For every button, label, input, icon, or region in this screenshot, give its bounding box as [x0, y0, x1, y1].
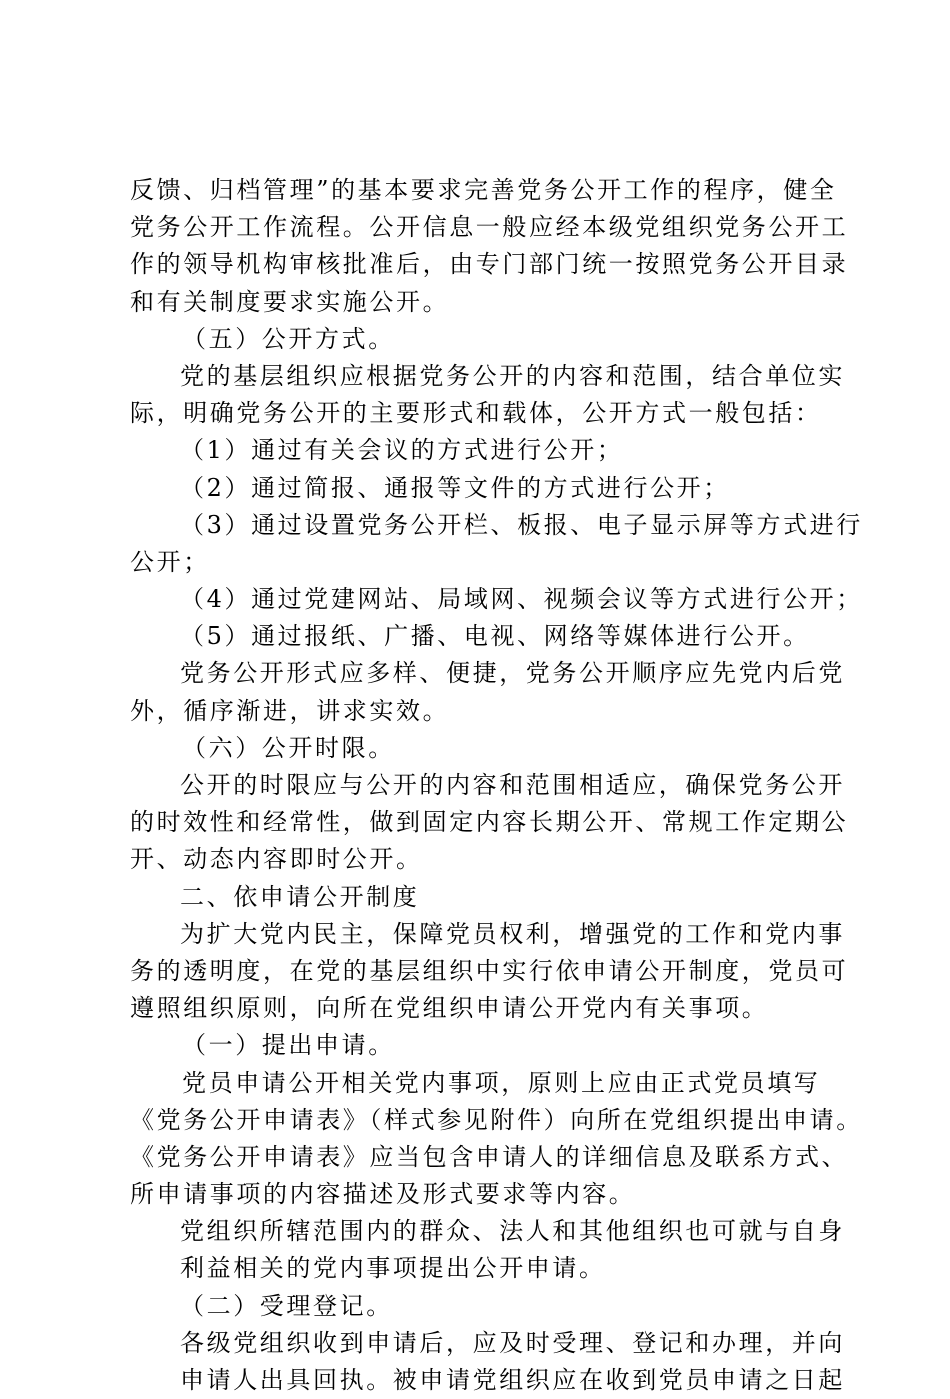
- text-line: 务的透明度，在党的基层组织中实行依申请公开制度，党员可: [130, 956, 849, 985]
- section-heading: （一）提出申请。: [182, 1031, 395, 1060]
- text-line: 党组织所辖范围内的群众、法人和其他组织也可就与自身: [180, 1217, 845, 1246]
- list-item: （1）通过有关会议的方式进行公开；: [180, 436, 624, 465]
- text-line: 申请人出具回执。被申请党组织应在收到党员申请之日起: [180, 1366, 845, 1394]
- document-body: [130, 172, 863, 1399]
- text-line: 开、动态内容即时公开。: [130, 845, 423, 874]
- text-line: 公开的时限应与公开的内容和范围相适应，确保党务公开: [180, 771, 845, 799]
- text-line: 和有关制度要求实施公开。: [130, 287, 450, 316]
- list-item: （4）通过党建网站、局域网、视频会议等方式进行公开；: [180, 585, 863, 614]
- list-item: （5）通过报纸、广播、电视、网络等媒体进行公开。: [180, 622, 810, 651]
- text-line: 公开；: [130, 547, 210, 576]
- text-line: 际，明确党务公开的主要形式和载体，公开方式一般包括：: [130, 399, 822, 428]
- text-line: 为扩大党内民主，保障党员权利，增强党的工作和党内事: [180, 919, 845, 948]
- text-line: 党务公开工作流程。公开信息一般应经本级党组织党务公开工: [130, 213, 849, 242]
- text-line: 利益相关的党内事项提出公开申请。: [180, 1254, 606, 1283]
- text-line: 反馈、归档管理”的基本要求完善党务公开工作的程序，健全: [130, 176, 837, 204]
- text-line: 《党务公开申请表》应当包含申请人的详细信息及联系方式、: [130, 1142, 849, 1171]
- text-line: 党员申请公开相关党内事项，原则上应由正式党员填写: [182, 1068, 821, 1097]
- text-line: 党务公开形式应多样、便捷，党务公开顺序应先党内后党: [180, 659, 845, 688]
- list-item: （3）通过设置党务公开栏、板报、电子显示屏等方式进行: [180, 510, 863, 539]
- text-line: 作的领导机构审核批准后，由专门部门统一按照党务公开目录: [130, 250, 849, 279]
- text-line: 遵照组织原则，向所在党组织申请公开党内有关事项。: [130, 994, 769, 1023]
- text-line: 外，循序渐进，讲求实效。: [130, 696, 450, 725]
- text-line: 《党务公开申请表》（样式参见附件）向所在党组织提出申请。: [130, 1105, 863, 1134]
- list-item: （2）通过简报、通报等文件的方式进行公开；: [180, 473, 730, 502]
- section-heading: （五）公开方式。: [182, 324, 395, 353]
- text-line: 的时效性和经常性，做到固定内容长期公开、常规工作定期公: [130, 808, 849, 837]
- section-heading: （六）公开时限。: [182, 733, 395, 762]
- text-line: 各级党组织收到申请后，应及时受理、登记和办理，并向: [180, 1328, 845, 1357]
- text-line: 所申请事项的内容描述及形式要求等内容。: [130, 1180, 636, 1209]
- section-heading: 二、依申请公开制度: [180, 882, 420, 911]
- section-heading: （二）受理登记。: [180, 1291, 393, 1320]
- text-line: 党的基层组织应根据党务公开的内容和范围，结合单位实: [180, 361, 845, 390]
